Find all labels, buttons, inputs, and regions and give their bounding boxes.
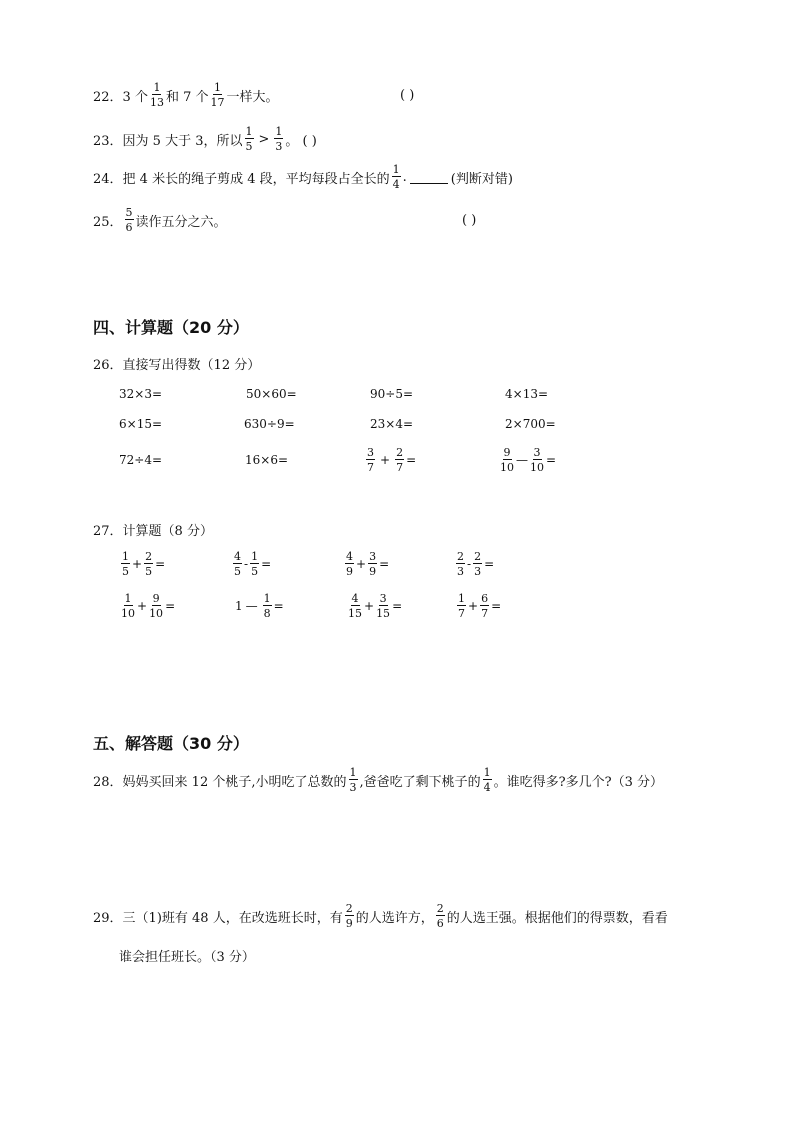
question-text: 三（1)班有 48 人，在改选班长时，有 (122, 910, 343, 926)
question-text: 一样大。 (226, 89, 279, 105)
fraction: $\frac{1}{4}$ (392, 163, 400, 191)
question-text: . (402, 169, 407, 185)
question-27-label: 27．计算题（8 分） (93, 524, 213, 539)
fraction: $\frac{1}{13}$ (149, 81, 164, 109)
fraction: $\frac{5}{6}$ (125, 206, 133, 234)
question-text: 读作五分之六。 (135, 214, 227, 230)
calc-item: 16×6= (245, 453, 289, 467)
question-29-continuation: 谁会担任班长。（3 分） (119, 949, 255, 965)
question-text: ,爸爸吃了剩下桃子的 (359, 774, 481, 790)
fraction: $\frac{1}{5}$ (245, 125, 253, 153)
question-text: (判断对错) (450, 171, 513, 187)
section-title: 四、计算题（20 分） (93, 318, 249, 337)
question-text: 。 ( ) (285, 133, 317, 149)
calc-item: 72÷4= (119, 453, 163, 467)
calc-item: 630÷9= (244, 417, 295, 431)
question-text: 和 7 个 (165, 89, 209, 105)
greater-than-sign: > (258, 131, 270, 147)
fraction: $\frac{2}{9}$ (345, 902, 353, 930)
calc-item: 23×4= (370, 417, 414, 431)
question-29 (93, 899, 668, 933)
question-number: 24． (93, 171, 123, 187)
calc-item-fraction: $\frac{1}{5}$ + $\frac{2}{5}$ = (122, 550, 166, 578)
question-number: 25． (93, 214, 123, 230)
calc-item: 90÷5= (370, 387, 414, 401)
question-text: 的人选许方， (355, 910, 434, 926)
calc-item-fraction: $\frac{3}{7}$ + $\frac{2}{7}$ = (367, 446, 417, 474)
question-23 (93, 122, 317, 156)
question-text: 妈妈买回来 12 个桃子,小明吃了总数的 (122, 774, 347, 790)
calc-item-fraction: $\frac{1}{7}$ + $\frac{6}{7}$ = (458, 592, 502, 620)
fraction: $\frac{1}{4}$ (483, 766, 491, 794)
fraction: $\frac{1}{3}$ (349, 766, 357, 794)
question-text: 把 4 米长的绳子剪成 4 段，平均每段占全长的 (122, 171, 390, 187)
calc-item: 2×700= (505, 417, 556, 431)
answer-paren[interactable]: ( ) (462, 212, 477, 228)
answer-paren[interactable]: ( ) (400, 87, 415, 103)
fraction: $\frac{1}{3}$ (275, 125, 283, 153)
question-text: 因为 5 大于 3，所以 (122, 133, 243, 149)
calc-item-fraction: $\frac{9}{10}$ — $\frac{3}{10}$ = (500, 446, 557, 474)
calc-item-fraction: 1 — $\frac{1}{8}$ = (235, 592, 284, 620)
question-text: 的人选王强。根据他们的得票数，看看 (446, 910, 668, 926)
calc-item-fraction: $\frac{4}{5}$ - $\frac{1}{5}$ = (234, 550, 272, 578)
question-22 (93, 78, 279, 112)
fraction: $\frac{1}{17}$ (210, 81, 225, 109)
question-number: 23． (93, 133, 123, 149)
fraction: $\frac{2}{6}$ (436, 902, 444, 930)
question-number: 22． (93, 89, 123, 105)
answer-blank[interactable] (410, 171, 448, 184)
question-number: 28． (93, 774, 123, 790)
calc-item-fraction: $\frac{4}{9}$ + $\frac{3}{9}$ = (346, 550, 390, 578)
calc-item: 6×15= (119, 417, 163, 431)
question-28 (93, 763, 663, 797)
calc-item-fraction: $\frac{1}{10}$ + $\frac{9}{10}$ = (121, 592, 176, 620)
question-text: 。谁吃得多?多几个?（3 分） (493, 774, 663, 790)
section-title: 五、解答题（30 分） (93, 734, 249, 753)
question-number: 29． (93, 910, 123, 926)
question-26-label: 26．直接写出得数（12 分） (93, 358, 261, 373)
question-25 (93, 203, 227, 237)
question-text: 3 个 (122, 89, 148, 105)
calc-item-fraction: $\frac{2}{3}$ - $\frac{2}{3}$ = (457, 550, 495, 578)
calc-item: 50×60= (246, 387, 297, 401)
calc-item: 32×3= (119, 387, 163, 401)
calc-item: 4×13= (505, 387, 549, 401)
question-24 (93, 160, 513, 194)
calc-item-fraction: $\frac{4}{15}$ + $\frac{3}{15}$ = (348, 592, 403, 620)
